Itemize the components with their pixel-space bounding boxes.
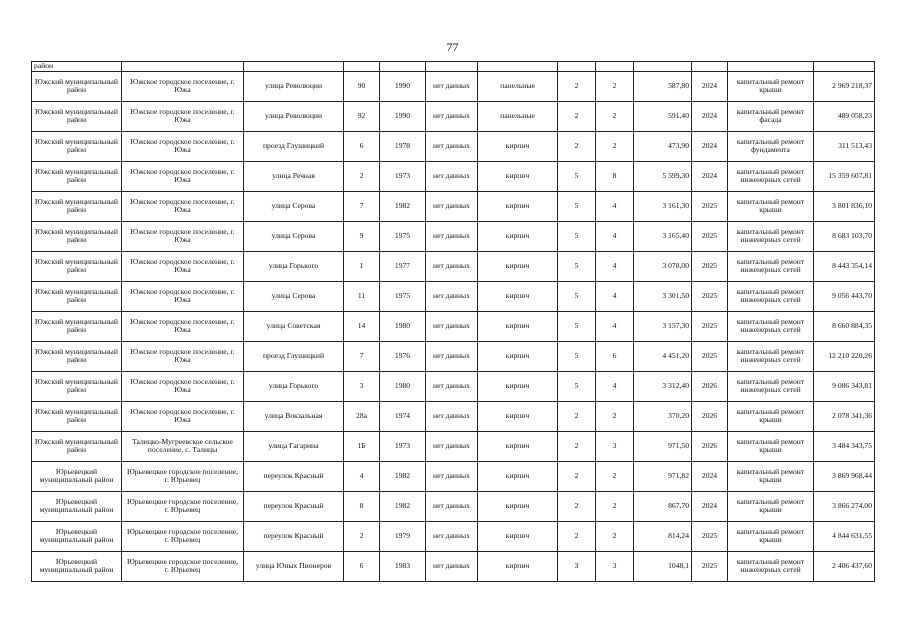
wall-material-cell: кирпич bbox=[478, 461, 558, 491]
settlement-cell: Южское городское поселение, г. Южа bbox=[122, 251, 244, 281]
plan-year-cell: 2024 bbox=[692, 161, 728, 191]
series-cell: нет данных bbox=[426, 71, 478, 101]
plan-year-cell: 2025 bbox=[692, 341, 728, 371]
plan-year-cell: 2025 bbox=[692, 191, 728, 221]
entrances-cell: 3 bbox=[596, 431, 634, 461]
floors-cell: 5 bbox=[558, 341, 596, 371]
entrances-cell: 3 bbox=[596, 551, 634, 581]
house-number-cell: 92 bbox=[344, 101, 380, 131]
settlement-cell: Южское городское поселение, г. Южа bbox=[122, 341, 244, 371]
wall-material-cell: кирпич bbox=[478, 341, 558, 371]
area-cell: 5 599,30 bbox=[634, 161, 692, 191]
settlement-cell: Южское городское поселение, г. Южа bbox=[122, 311, 244, 341]
floors-cell: 5 bbox=[558, 221, 596, 251]
street-cell: улица Советская bbox=[244, 311, 344, 341]
plan-year-cell: 2025 bbox=[692, 251, 728, 281]
area-cell: 473,90 bbox=[634, 131, 692, 161]
work-type-cell: капитальный ремонт крыши bbox=[728, 431, 814, 461]
cost-cell: 2 969 218,37 bbox=[814, 71, 875, 101]
entrances-cell: 4 bbox=[596, 371, 634, 401]
house-number-cell: 7 bbox=[344, 341, 380, 371]
table-row bbox=[32, 281, 875, 311]
build-year-cell: 1982 bbox=[380, 491, 426, 521]
floors-cell: 2 bbox=[558, 71, 596, 101]
entrances-cell: 4 bbox=[596, 311, 634, 341]
settlement-cell: Юрьевецкое городское поселение, г. Юрьевец bbox=[122, 491, 244, 521]
area-cell: 867,70 bbox=[634, 491, 692, 521]
entrances-cell: 2 bbox=[596, 461, 634, 491]
street-cell: улица Серова bbox=[244, 281, 344, 311]
plan-year-cell: 2025 bbox=[692, 311, 728, 341]
work-type-cell: капитальный ремонт крыши bbox=[728, 491, 814, 521]
plan-year-cell: 2024 bbox=[692, 461, 728, 491]
wall-material-cell: панельные bbox=[478, 101, 558, 131]
plan-year-cell: 2026 bbox=[692, 401, 728, 431]
work-type-cell: капитальный ремонт инженерных сетей bbox=[728, 221, 814, 251]
settlement-cell: Южское городское поселение, г. Южа bbox=[122, 281, 244, 311]
build-year-cell: 1973 bbox=[380, 431, 426, 461]
cost-cell: 9 086 343,81 bbox=[814, 371, 875, 401]
cost-cell: 12 210 220,26 bbox=[814, 341, 875, 371]
area-cell: 1048,1 bbox=[634, 551, 692, 581]
entrances-cell: 2 bbox=[596, 521, 634, 551]
cost-cell: 2 078 341,36 bbox=[814, 401, 875, 431]
district-cell: Южский муниципальный район bbox=[32, 431, 122, 461]
house-number-cell: 6 bbox=[344, 131, 380, 161]
floors-cell: 2 bbox=[558, 101, 596, 131]
cost-cell: 3 484 343,75 bbox=[814, 431, 875, 461]
house-number-cell: 8 bbox=[344, 491, 380, 521]
wall-material-cell: кирпич bbox=[478, 371, 558, 401]
street-cell: улица Революции bbox=[244, 101, 344, 131]
settlement-cell: Юрьевецкое городское поселение, г. Юрьевец bbox=[122, 461, 244, 491]
continuation-row bbox=[32, 62, 875, 72]
plan-year-cell: 2024 bbox=[692, 131, 728, 161]
street-cell: переулок Красный bbox=[244, 461, 344, 491]
build-year-cell: 1983 bbox=[380, 551, 426, 581]
build-year-cell: 1982 bbox=[380, 191, 426, 221]
district-cell: Юрьевецкий муниципальный район bbox=[32, 491, 122, 521]
build-year-cell: 1980 bbox=[380, 371, 426, 401]
cost-cell: 8 443 354,14 bbox=[814, 251, 875, 281]
wall-material-cell: кирпич bbox=[478, 281, 558, 311]
build-year-cell: 1990 bbox=[380, 71, 426, 101]
table-row bbox=[32, 341, 875, 371]
street-cell: проезд Глушицкий bbox=[244, 341, 344, 371]
street-cell: переулок Красный bbox=[244, 521, 344, 551]
build-year-cell: 1978 bbox=[380, 131, 426, 161]
table-row bbox=[32, 191, 875, 221]
district-cell: Южский муниципальный район bbox=[32, 251, 122, 281]
plan-year-cell: 2025 bbox=[692, 281, 728, 311]
series-cell: нет данных bbox=[426, 371, 478, 401]
table-row bbox=[32, 131, 875, 161]
wall-material-cell: кирпич bbox=[478, 401, 558, 431]
build-year-cell: 1975 bbox=[380, 221, 426, 251]
table-row bbox=[32, 431, 875, 461]
series-cell: нет данных bbox=[426, 431, 478, 461]
district-cell: Южский муниципальный район bbox=[32, 71, 122, 101]
series-cell: нет данных bbox=[426, 521, 478, 551]
wall-material-cell: кирпич bbox=[478, 131, 558, 161]
work-type-cell: капитальный ремонт фундамента bbox=[728, 131, 814, 161]
area-cell: 971,82 bbox=[634, 461, 692, 491]
settlement-cell: Южское городское поселение, г. Южа bbox=[122, 191, 244, 221]
settlement-cell: Южское городское поселение, г. Южа bbox=[122, 101, 244, 131]
series-cell: нет данных bbox=[426, 221, 478, 251]
page-number: 77 bbox=[446, 40, 459, 54]
build-year-cell: 1976 bbox=[380, 341, 426, 371]
wall-material-cell: кирпич bbox=[478, 161, 558, 191]
house-number-cell: 2 bbox=[344, 161, 380, 191]
floors-cell: 2 bbox=[558, 431, 596, 461]
house-number-cell: 3 bbox=[344, 371, 380, 401]
table-row bbox=[32, 551, 875, 581]
plan-year-cell: 2026 bbox=[692, 431, 728, 461]
series-cell: нет данных bbox=[426, 401, 478, 431]
area-cell: 591,40 bbox=[634, 101, 692, 131]
plan-year-cell: 2025 bbox=[692, 521, 728, 551]
work-type-cell: капитальный ремонт крыши bbox=[728, 461, 814, 491]
series-cell: нет данных bbox=[426, 311, 478, 341]
series-cell: нет данных bbox=[426, 101, 478, 131]
floors-cell: 5 bbox=[558, 251, 596, 281]
settlement-cell: Юрьевецкое городское поселение, г. Юрьевец bbox=[122, 551, 244, 581]
build-year-cell: 1990 bbox=[380, 101, 426, 131]
plan-year-cell: 2024 bbox=[692, 491, 728, 521]
entrances-cell: 4 bbox=[596, 281, 634, 311]
table-row bbox=[32, 101, 875, 131]
work-type-cell: капитальный ремонт инженерных сетей bbox=[728, 341, 814, 371]
table-row bbox=[32, 71, 875, 101]
floors-cell: 5 bbox=[558, 161, 596, 191]
work-type-cell: капитальный ремонт инженерных сетей bbox=[728, 251, 814, 281]
cost-cell: 489 058,23 bbox=[814, 101, 875, 131]
wall-material-cell: кирпич bbox=[478, 221, 558, 251]
cost-cell: 8 683 103,70 bbox=[814, 221, 875, 251]
district-cell: Южский муниципальный район bbox=[32, 311, 122, 341]
area-cell: 370,20 bbox=[634, 401, 692, 431]
street-cell: улица Серова bbox=[244, 191, 344, 221]
series-cell: нет данных bbox=[426, 131, 478, 161]
entrances-cell: 4 bbox=[596, 191, 634, 221]
floors-cell: 3 bbox=[558, 551, 596, 581]
plan-year-cell: 2024 bbox=[692, 71, 728, 101]
district-cell: Южский муниципальный район bbox=[32, 191, 122, 221]
build-year-cell: 1982 bbox=[380, 461, 426, 491]
house-number-cell: 28а bbox=[344, 401, 380, 431]
district-cell: Южский муниципальный район bbox=[32, 221, 122, 251]
area-cell: 3 157,30 bbox=[634, 311, 692, 341]
housing-repair-table bbox=[31, 61, 875, 582]
plan-year-cell: 2025 bbox=[692, 221, 728, 251]
build-year-cell: 1974 bbox=[380, 401, 426, 431]
series-cell: нет данных bbox=[426, 341, 478, 371]
house-number-cell: 11 bbox=[344, 281, 380, 311]
wall-material-cell: кирпич bbox=[478, 521, 558, 551]
street-cell: улица Гагарина bbox=[244, 431, 344, 461]
settlement-cell: Южское городское поселение, г. Южа bbox=[122, 401, 244, 431]
floors-cell: 2 bbox=[558, 131, 596, 161]
cost-cell: 2 406 437,60 bbox=[814, 551, 875, 581]
series-cell: нет данных bbox=[426, 461, 478, 491]
settlement-cell: Южское городское поселение, г. Южа bbox=[122, 71, 244, 101]
house-number-cell: 6 bbox=[344, 551, 380, 581]
house-number-cell: 14 bbox=[344, 311, 380, 341]
floors-cell: 2 bbox=[558, 491, 596, 521]
entrances-cell: 2 bbox=[596, 131, 634, 161]
cost-cell: 4 844 631,55 bbox=[814, 521, 875, 551]
wall-material-cell: кирпич bbox=[478, 431, 558, 461]
table-row bbox=[32, 371, 875, 401]
area-cell: 971,50 bbox=[634, 431, 692, 461]
cost-cell: 3 869 968,44 bbox=[814, 461, 875, 491]
entrances-cell: 2 bbox=[596, 491, 634, 521]
table-row bbox=[32, 491, 875, 521]
street-cell: улица Серова bbox=[244, 221, 344, 251]
settlement-cell: Юрьевецкое городское поселение, г. Юрьевец bbox=[122, 521, 244, 551]
cost-cell: 8 660 884,35 bbox=[814, 311, 875, 341]
street-cell: переулок Красный bbox=[244, 491, 344, 521]
district-cell: Южский муниципальный район bbox=[32, 281, 122, 311]
district-cell: Южский муниципальный район bbox=[32, 401, 122, 431]
area-cell: 3 165,40 bbox=[634, 221, 692, 251]
work-type-cell: капитальный ремонт инженерных сетей bbox=[728, 161, 814, 191]
table-row bbox=[32, 161, 875, 191]
house-number-cell: 1Б bbox=[344, 431, 380, 461]
settlement-cell: Южское городское поселение, г. Южа bbox=[122, 161, 244, 191]
wall-material-cell: кирпич bbox=[478, 191, 558, 221]
entrances-cell: 4 bbox=[596, 251, 634, 281]
build-year-cell: 1979 bbox=[380, 521, 426, 551]
work-type-cell: капитальный ремонт инженерных сетей bbox=[728, 311, 814, 341]
floors-cell: 2 bbox=[558, 401, 596, 431]
house-number-cell: 90 bbox=[344, 71, 380, 101]
entrances-cell: 2 bbox=[596, 71, 634, 101]
cost-cell: 311 513,43 bbox=[814, 131, 875, 161]
table-row bbox=[32, 521, 875, 551]
area-cell: 3 312,40 bbox=[634, 371, 692, 401]
house-number-cell: 1 bbox=[344, 251, 380, 281]
work-type-cell: капитальный ремонт инженерных сетей bbox=[728, 551, 814, 581]
street-cell: улица Юных Пионеров bbox=[244, 551, 344, 581]
wall-material-cell: кирпич bbox=[478, 551, 558, 581]
area-cell: 3 078,00 bbox=[634, 251, 692, 281]
series-cell: нет данных bbox=[426, 491, 478, 521]
cost-cell: 9 056 443,70 bbox=[814, 281, 875, 311]
settlement-cell: Талицко-Мугреевское сельское поселение, с. Талицы bbox=[122, 431, 244, 461]
series-cell: нет данных bbox=[426, 281, 478, 311]
cost-cell: 3 866 274,00 bbox=[814, 491, 875, 521]
work-type-cell: капитальный ремонт крыши bbox=[728, 401, 814, 431]
build-year-cell: 1977 bbox=[380, 251, 426, 281]
settlement-cell: Южское городское поселение, г. Южа bbox=[122, 221, 244, 251]
district-cell: Южский муниципальный район bbox=[32, 161, 122, 191]
build-year-cell: 1973 bbox=[380, 161, 426, 191]
district-cell: Юрьевецкий муниципальный район bbox=[32, 461, 122, 491]
table-row bbox=[32, 221, 875, 251]
series-cell: нет данных bbox=[426, 191, 478, 221]
table-cell: район bbox=[32, 62, 122, 72]
entrances-cell: 8 bbox=[596, 161, 634, 191]
work-type-cell: капитальный ремонт крыши bbox=[728, 521, 814, 551]
wall-material-cell: панельные bbox=[478, 71, 558, 101]
house-number-cell: 4 bbox=[344, 461, 380, 491]
area-cell: 587,80 bbox=[634, 71, 692, 101]
series-cell: нет данных bbox=[426, 551, 478, 581]
area-cell: 814,24 bbox=[634, 521, 692, 551]
entrances-cell: 4 bbox=[596, 221, 634, 251]
table-row bbox=[32, 251, 875, 281]
work-type-cell: капитальный ремонт инженерных сетей bbox=[728, 281, 814, 311]
build-year-cell: 1980 bbox=[380, 311, 426, 341]
street-cell: улица Горького bbox=[244, 371, 344, 401]
entrances-cell: 2 bbox=[596, 401, 634, 431]
district-cell: Южский муниципальный район bbox=[32, 131, 122, 161]
build-year-cell: 1975 bbox=[380, 281, 426, 311]
floors-cell: 5 bbox=[558, 371, 596, 401]
plan-year-cell: 2025 bbox=[692, 551, 728, 581]
district-cell: Южский муниципальный район bbox=[32, 101, 122, 131]
series-cell: нет данных bbox=[426, 251, 478, 281]
floors-cell: 5 bbox=[558, 281, 596, 311]
district-cell: Южский муниципальный район bbox=[32, 371, 122, 401]
street-cell: улица Вокзальная bbox=[244, 401, 344, 431]
series-cell: нет данных bbox=[426, 161, 478, 191]
wall-material-cell: кирпич bbox=[478, 251, 558, 281]
cost-cell: 15 359 607,81 bbox=[814, 161, 875, 191]
floors-cell: 5 bbox=[558, 191, 596, 221]
work-type-cell: капитальный ремонт фасада bbox=[728, 101, 814, 131]
district-cell: Южский муниципальный район bbox=[32, 341, 122, 371]
street-cell: проезд Глушицкий bbox=[244, 131, 344, 161]
street-cell: улица Речная bbox=[244, 161, 344, 191]
floors-cell: 2 bbox=[558, 461, 596, 491]
floors-cell: 5 bbox=[558, 311, 596, 341]
area-cell: 3 301,50 bbox=[634, 281, 692, 311]
street-cell: улица Горького bbox=[244, 251, 344, 281]
work-type-cell: капитальный ремонт крыши bbox=[728, 191, 814, 221]
floors-cell: 2 bbox=[558, 521, 596, 551]
table-row bbox=[32, 461, 875, 491]
house-number-cell: 9 bbox=[344, 221, 380, 251]
settlement-cell: Южское городское поселение, г. Южа bbox=[122, 371, 244, 401]
district-cell: Юрьевецкий муниципальный район bbox=[32, 551, 122, 581]
plan-year-cell: 2024 bbox=[692, 101, 728, 131]
wall-material-cell: кирпич bbox=[478, 311, 558, 341]
area-cell: 3 161,30 bbox=[634, 191, 692, 221]
table-row bbox=[32, 401, 875, 431]
house-number-cell: 2 bbox=[344, 521, 380, 551]
wall-material-cell: кирпич bbox=[478, 491, 558, 521]
settlement-cell: Южское городское поселение, г. Южа bbox=[122, 131, 244, 161]
work-type-cell: капитальный ремонт крыши bbox=[728, 71, 814, 101]
district-cell: Юрьевецкий муниципальный район bbox=[32, 521, 122, 551]
area-cell: 4 451,20 bbox=[634, 341, 692, 371]
cost-cell: 3 801 836,10 bbox=[814, 191, 875, 221]
plan-year-cell: 2026 bbox=[692, 371, 728, 401]
work-type-cell: капитальный ремонт инженерных сетей bbox=[728, 371, 814, 401]
entrances-cell: 6 bbox=[596, 341, 634, 371]
table-row bbox=[32, 311, 875, 341]
house-number-cell: 7 bbox=[344, 191, 380, 221]
entrances-cell: 2 bbox=[596, 101, 634, 131]
street-cell: улица Революции bbox=[244, 71, 344, 101]
